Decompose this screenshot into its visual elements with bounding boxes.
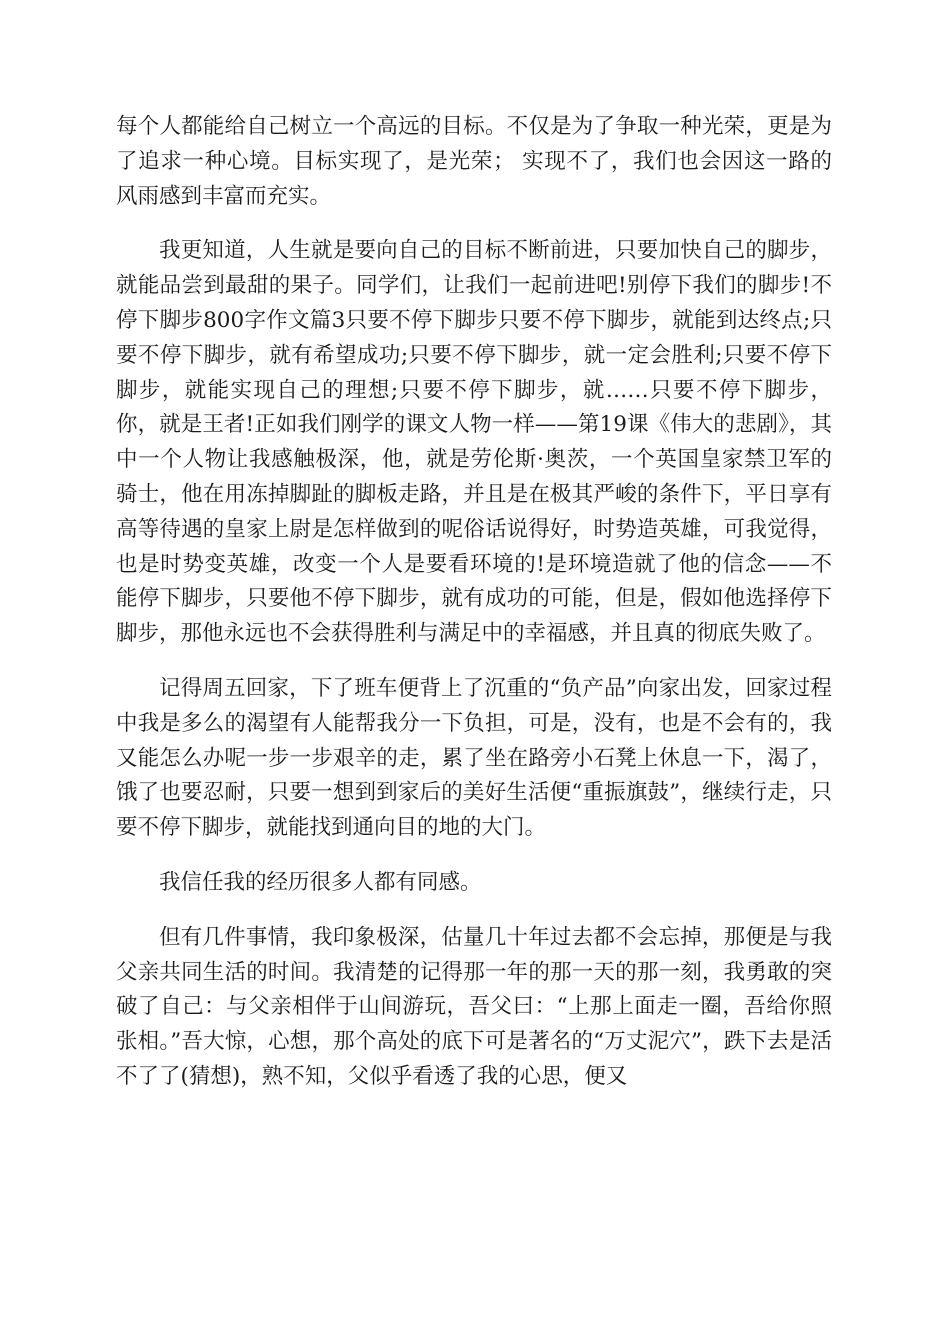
paragraph-1: 每个人都能给自己树立一个高远的目标。不仅是为了争取一种光荣，更是为了追求一种心境。目标实现了，是光荣； 实现不了，我们也会因这一路的风雨感到丰富而充实。 <box>116 114 832 209</box>
document-page <box>116 110 832 1115</box>
paragraph-4: 我信任我的经历很多人都有同感。 <box>159 869 482 895</box>
paragraph-5: 但有几件事情，我印象极深，估量几十年过去都不会忘掉，那便是与我父亲共同生活的时间。我清楚的记得那一年的那一天的那一刻，我勇敢的突破了自己：与父亲相伴于山间游玩，吾父曰：“上那上面走一圈，吾给你照张相。”吾大惊，心想，那个高处的底下可是著名的“万丈泥穴”，跌下去是活不了了(猜想)，熟不知，父似乎看透了我的心思，便又 <box>116 924 832 1089</box>
paragraph-3: 记得周五回家，下了班车便背上了沉重的“负产品”向家出发，回家过程中我是多么的渴望有人能帮我分一下负担，可是，没有，也是不会有的，我又能怎么办呢一步一步艰辛的走，累了坐在路旁小石凳上休息一下，渴了，饿了也要忍耐，只要一想到到家后的美好生活便“重振旗鼓”，继续行走，只要不停下脚步，就能找到通向目的地的大门。 <box>116 675 832 841</box>
paragraph-2: 我更知道，人生就是要向自己的目标不断前进，只要加快自己的脚步，就能品尝到最甜的果子。同学们，让我们一起前进吧!别停下我们的脚步!不停下脚步800字作文篇3只要不停下脚步只要不停下脚步，就能到达终点;只要不停下脚步，就有希望成功;只要不停下脚步，就一定会胜利;只要不停下脚步，就能实现自己的理想;只要不停下脚步，就……只要不停下脚步，你，就是王者!正如我们刚学的课文人物一样——第19课《伟大的悲剧》，其中一个人物让我感触极深，他，就是劳伦斯·奥茨，一个英国皇家禁卫军的骑士，他在用冻掉脚趾的脚板走路，并且是在极其严峻的条件下，平日享有高等待遇的皇家上尉是怎样做到的呢俗话说得好，时势造英雄，可我觉得，也是时势变英雄，改变一个人是要看环境的!是环境造就了他的信念——不能停下脚步，只要他不停下脚步，就有成功的可能，但是，假如他选择停下脚步，那他永远也不会获得胜利与满足中的幸福感，并且真的彻底失败了。 <box>116 238 832 647</box>
